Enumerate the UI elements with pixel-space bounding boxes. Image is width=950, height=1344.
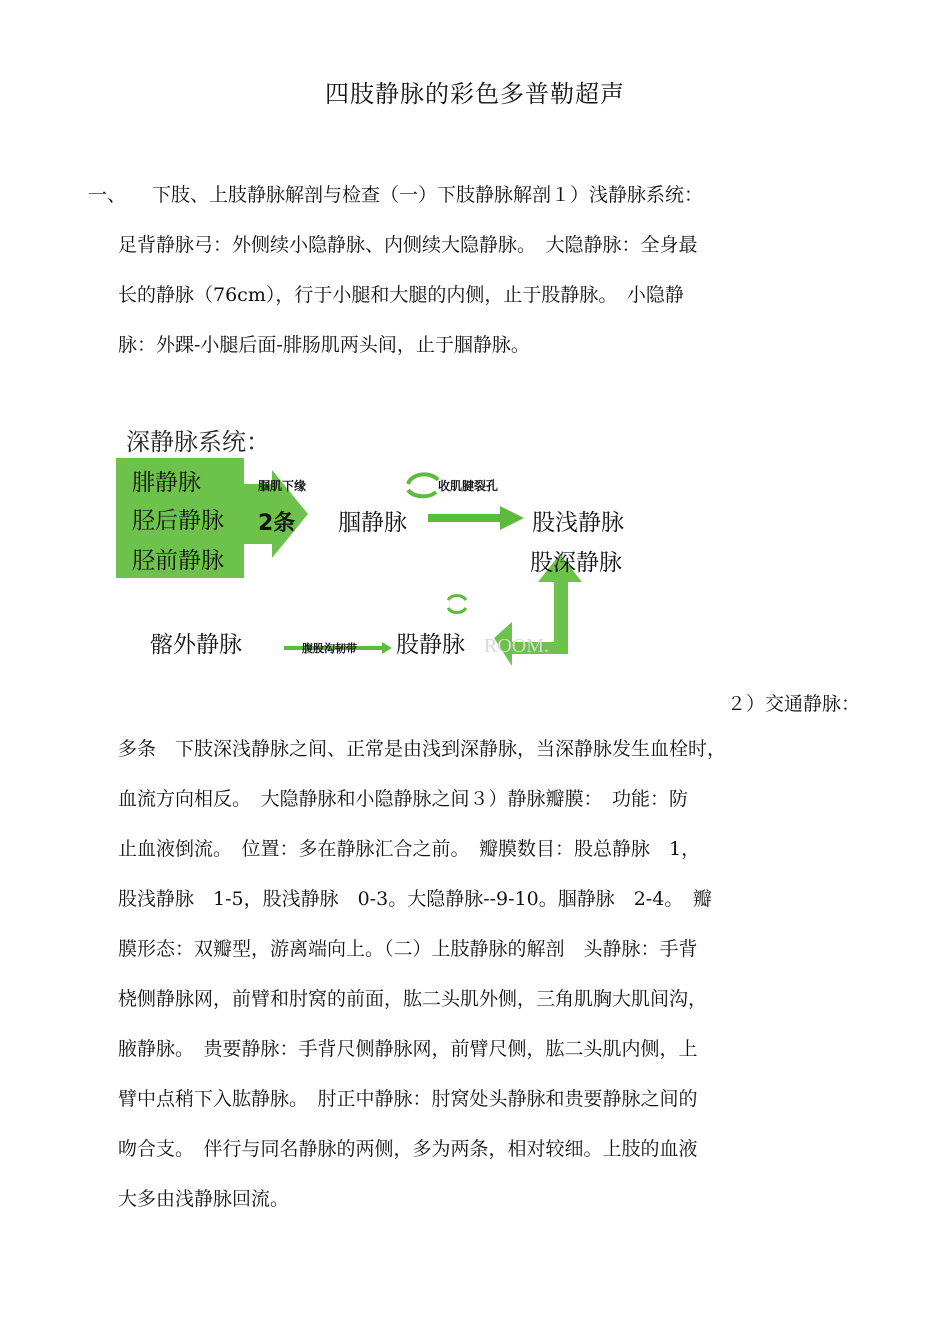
body-line: 血流方向相反。 大隐静脉和小隐静脉之间３）静脉瓣膜： 功能：防 xyxy=(118,788,689,810)
caption-communicating-veins: ２）交通静脉： xyxy=(726,693,860,715)
section1-line: 足背静脉弓：外侧续小隐静脉、内侧续大隐静脉。 大隐静脉：全身最 xyxy=(118,234,698,256)
watermark: ROOM. xyxy=(484,635,550,657)
body-line: 多条 下肢深浅静脉之间、正常是由浅到深静脉，当深静脉发生血栓时， xyxy=(118,738,727,760)
section-heading: 下肢、上肢静脉解剖与检查（一）下肢静脉解剖１）浅静脉系统： xyxy=(152,184,704,206)
count-label: 2条 xyxy=(258,511,296,536)
femoral-target-label: 股浅静脉 xyxy=(532,510,624,536)
femoral-target-label: 股深静脉 xyxy=(530,550,622,576)
body-line: 股浅静脉 1-5，股浅静脉 0-3。大隐静脉--9-10。腘静脉 2-4。 瓣 xyxy=(118,888,712,910)
iliac-label: 髂外静脉 xyxy=(150,632,242,658)
body-line: 膜形态：双瓣型，游离端向上。（二）上肢静脉的解剖 头静脉：手背 xyxy=(118,938,698,960)
section1-line: 脉：外踝-小腿后面-腓肠肌两头间，止于腘静脉。 xyxy=(118,334,530,356)
body-line: 大多由浅静脉回流。 xyxy=(118,1188,290,1210)
diagram-title: 深静脉系统： xyxy=(126,428,270,456)
body-line: 臂中点稍下入肱静脉。 肘正中静脉：肘窝处头静脉和贵要静脉之间的 xyxy=(118,1088,698,1110)
left-vein-label: 腓静脉 xyxy=(132,470,201,496)
ligament-label: 腹股沟韧带 xyxy=(302,642,357,655)
body-line: 吻合支。 伴行与同名静脉的两侧，多为两条，相对较细。上肢的血液 xyxy=(118,1138,698,1160)
body-line: 桡侧静脉网，前臂和肘窝的前面，肱二头肌外侧，三角肌胸大肌间沟， xyxy=(118,988,708,1010)
curl-arrow xyxy=(408,474,438,484)
section-marker: 一、 xyxy=(88,184,127,206)
hiatus-label: 收肌腱裂孔 xyxy=(438,479,499,493)
left-vein-label: 胫后静脉 xyxy=(132,508,224,534)
body-line: 止血液倒流。 位置：多在静脉汇合之前。 瓣膜数目：股总静脉 1， xyxy=(118,838,701,860)
femoral-label: 股静脉 xyxy=(396,632,465,658)
page-title: 四肢静脉的彩色多普勒超声 xyxy=(325,80,625,108)
label-below: 腘肌下缘 xyxy=(258,479,307,493)
body-line: 腋静脉。 贵要静脉：手背尺侧静脉网，前臂尺侧，肱二头肌内侧，上 xyxy=(118,1038,698,1060)
popliteal-label: 腘静脉 xyxy=(338,510,407,536)
deep-vein-diagram xyxy=(112,422,672,677)
left-vein-label: 胫前静脉 xyxy=(132,548,224,574)
popliteal-arrow xyxy=(428,506,524,530)
section1-line: 长的静脉（76cm），行于小腿和大腿的内侧，止于股静脉。 小隐静 xyxy=(118,284,684,306)
